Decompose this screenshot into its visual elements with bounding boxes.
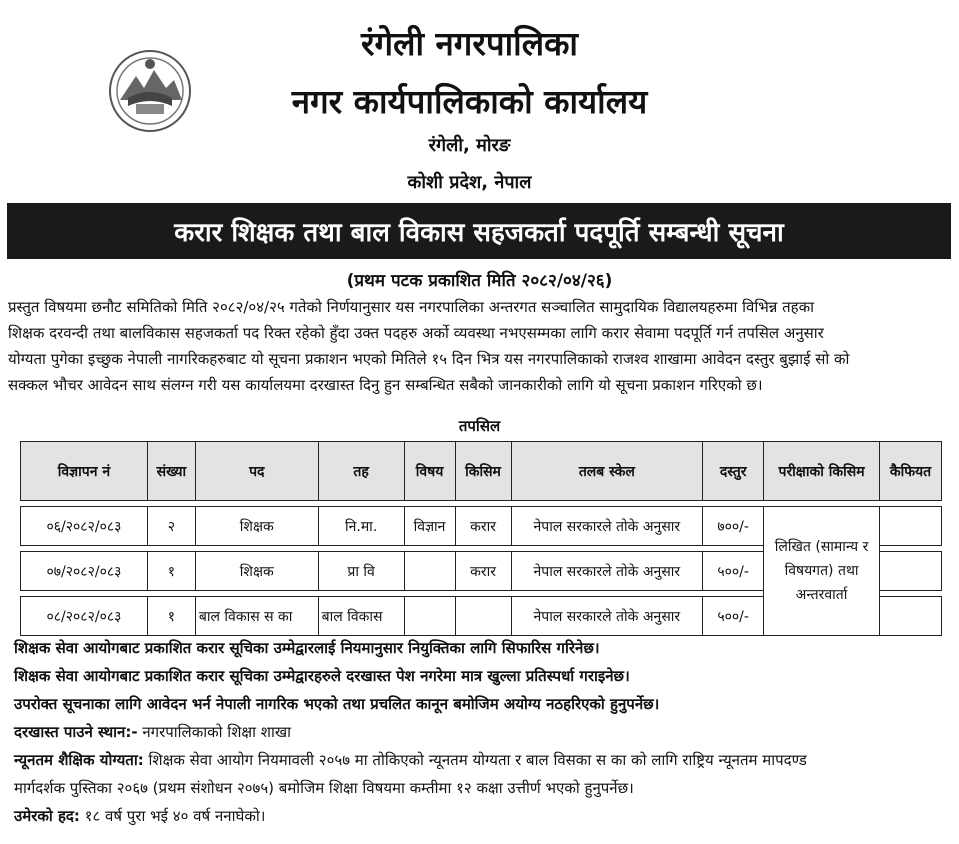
note-line: शिक्षक सेवा आयोगबाट प्रकाशित करार सूचिका उम्मेद्वारलाई नियमानुसार नियुक्तिका लागि सिफारिस गरिनेछ। <box>14 639 600 657</box>
header-subject: विषय <box>404 442 455 501</box>
cell-level: बाल विकास <box>318 597 404 636</box>
cell-level: नि.मा. <box>318 507 404 546</box>
tapasil-heading: तपसिल <box>458 417 501 435</box>
cell-count: १ <box>147 552 195 591</box>
body-line: प्रस्तुत विषयमा छनौट समितिको मिति २०८२/०४/२५ गतेको निर्णयानुसार यस नगरपालिका अन्तरगत सञ्चालित सामुदायिक विद्यालयहरुमा विभिन्न तहका <box>8 298 815 316</box>
qualification-label: न्यूनतम शैक्षिक योग्यता: <box>14 751 144 769</box>
note-line: उपरोक्त सूचनाका लागि आवेदन भर्न नेपाली नागरिक भएको तथा प्रचलित कानून बमोजिम अयोग्य नठहरिएको हुनुपर्नेछ। <box>14 695 660 713</box>
cell-post: बाल विकास स का <box>195 597 318 636</box>
note-line: शिक्षक सेवा आयोगबाट प्रकाशित करार सूचिका उम्मेद्वारहरुले दरखास्त पेश नगरेमा मात्र खुल्ला प्रतिस्पर्धा गराइनेछ। <box>14 667 630 685</box>
application-place <box>14 718 954 746</box>
cell-subject <box>404 597 455 636</box>
table-header-row <box>21 442 942 501</box>
cell-remarks <box>879 552 941 591</box>
cell-type: करार <box>455 507 511 546</box>
cell-adv-no: ०७/२०८२/०८३ <box>21 552 148 591</box>
age-value: १८ वर्ष पुरा भई ४० वर्ष ननाघेको। <box>79 807 266 825</box>
table-row <box>21 507 942 546</box>
qualification-continued: मार्गदर्शक पुस्तिका २०६७ (प्रथम संशोधन २०७५) बमोजिम शिक्षा विषयमा कम्तीमा १२ कक्षा उत्तीर्ण भएको हुनुपर्नेछ। <box>14 779 634 797</box>
body-line: योग्यता पुगेका इच्छुक नेपाली नागरिकहरुबाट यो सूचना प्रकाशन भएको मितिले १५ दिन भित्र यस नगरपालिकाको राजश्व शाखामा आवेदन दस्तुर बुझाई सो को <box>8 350 850 368</box>
header-level: तह <box>318 442 404 501</box>
cell-count: २ <box>147 507 195 546</box>
header-post: पद <box>195 442 318 501</box>
cell-count: १ <box>147 597 195 636</box>
cell-level: प्रा वि <box>318 552 404 591</box>
cell-adv-no: ०८/२०८२/०८३ <box>21 597 148 636</box>
place-label: दरखास्त पाउने स्थान:- <box>14 723 138 741</box>
office-address: रंगेली, मोरङ <box>428 135 511 156</box>
header-remarks: कैफियत <box>879 442 941 501</box>
cell-fee: ७००/- <box>703 507 764 546</box>
cell-fee: ५००/- <box>703 597 764 636</box>
qualification-value: शिक्षक सेवा आयोग नियमावली २०५७ मा तोकिएको न्यूनतम योग्यता र बाल विसका स का को लागि राष्ट्रिय न्यूनतम मापदण्ड <box>143 751 807 769</box>
cell-post: शिक्षक <box>195 552 318 591</box>
notice-title: करार शिक्षक तथा बाल विकास सहजकर्ता पदपूर्ति सम्बन्धी सूचना <box>174 218 784 248</box>
header-salary: तलब स्केल <box>511 442 703 501</box>
cell-subject: विज्ञान <box>404 507 455 546</box>
cell-type: करार <box>455 552 511 591</box>
notice-title-band <box>7 203 951 259</box>
province-name: कोशी प्रदेश, नेपाल <box>407 172 532 193</box>
header-adv-no: विज्ञापन नं <box>21 442 148 501</box>
cell-exam-type: लिखित (सामान्य र विषयगत) तथा अन्तरवार्ता <box>764 507 880 636</box>
place-value: नगरपालिकाको शिक्षा शाखा <box>137 723 292 741</box>
vacancy-table <box>20 441 942 636</box>
min-qualification <box>14 746 954 774</box>
cell-fee: ५००/- <box>703 552 764 591</box>
age-label: उमेरको हद: <box>14 807 80 825</box>
office-name: नगर कार्यपालिकाको कार्यालय <box>291 82 648 121</box>
notice-body <box>8 294 952 398</box>
cell-salary: नेपाल सरकारले तोके अनुसार <box>511 597 703 636</box>
header-fee: दस्तुर <box>703 442 764 501</box>
cell-adv-no: ०६/२०८२/०८३ <box>21 507 148 546</box>
body-line: शिक्षक दरवन्दी तथा बालविकास सहजकर्ता पद रिक्त रहेको हुँदा उक्त पदहरु अर्को व्यवस्था नभएसम्मका लागि करार सेवामा पदपूर्ति गर्न तपसिल अनुसार <box>8 324 824 342</box>
cell-remarks <box>879 507 941 546</box>
cell-subject <box>404 552 455 591</box>
notes-section <box>14 634 954 830</box>
cell-salary: नेपाल सरकारले तोके अनुसार <box>511 507 703 546</box>
cell-remarks <box>879 597 941 636</box>
header-count: संख्या <box>147 442 195 501</box>
body-line: सक्कल भौचर आवेदन साथ संलग्न गरी यस कार्यालयमा दरखास्त दिनु हुन सम्बन्धित सबैको जानकारीको लागि यो सूचना प्रकाशन गरिएको छ। <box>8 376 763 394</box>
cell-type <box>455 597 511 636</box>
header-exam-type: परीक्षाको किसिम <box>764 442 880 501</box>
cell-salary: नेपाल सरकारले तोके अनुसार <box>511 552 703 591</box>
header-type: किसिम <box>455 442 511 501</box>
cell-post: शिक्षक <box>195 507 318 546</box>
municipality-name: रंगेली नगरपालिका <box>361 24 578 63</box>
age-limit <box>14 802 954 830</box>
publish-date: (प्रथम पटक प्रकाशित मिति २०८२/०४/२६) <box>346 271 613 291</box>
